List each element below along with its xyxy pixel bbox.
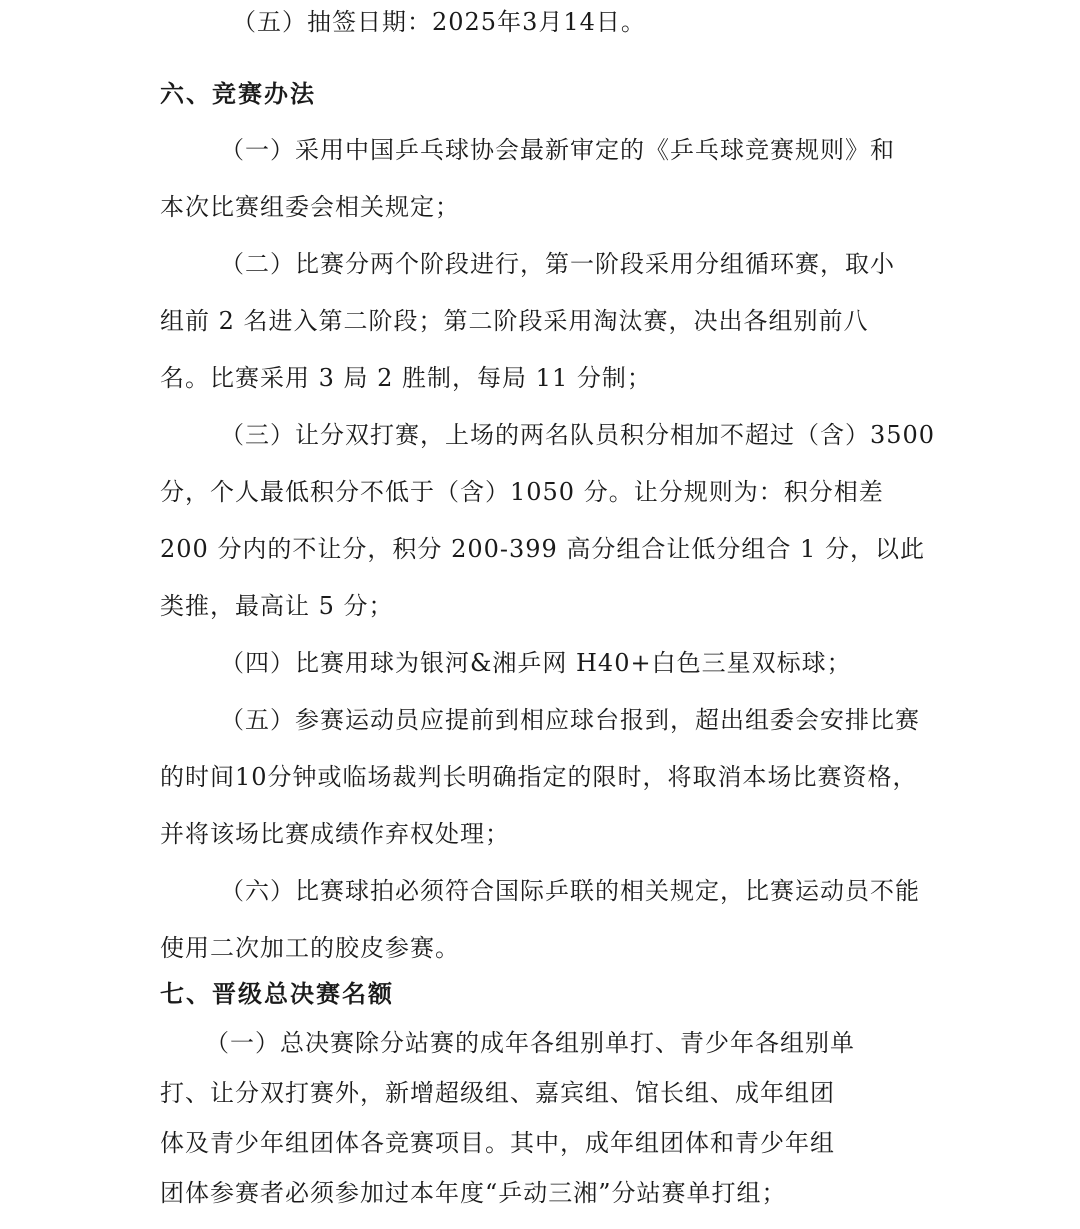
rule-2-line-1: （二）比赛分两个阶段进行，第一阶段采用分组循环赛，取小 xyxy=(220,250,895,278)
rule-3-line-3: 200 分内的不让分，积分 200-399 高分组合让低分组合 1 分，以此 xyxy=(160,535,925,563)
section-heading-finals-quota: 七、晋级总决赛名额 xyxy=(160,980,394,1008)
rule-5-line-2: 的时间10分钟或临场裁判长明确指定的限时，将取消本场比赛资格， xyxy=(160,763,918,791)
rule-6-line-1: （六）比赛球拍必须符合国际乒联的相关规定，比赛运动员不能 xyxy=(220,877,920,905)
rule-1-line-1: （一）采用中国乒乓球协会最新审定的《乒乓球竞赛规则》和 xyxy=(220,136,895,164)
quota-1-line-4: 团体参赛者必须参加过本年度“乒动三湘”分站赛单打组； xyxy=(160,1179,787,1207)
paragraph-draw-date: （五）抽签日期：2025年3月14日。 xyxy=(232,8,646,36)
quota-1-line-2: 打、让分双打赛外，新增超级组、嘉宾组、馆长组、成年组团 xyxy=(160,1079,835,1107)
rule-6-line-2: 使用二次加工的胶皮参赛。 xyxy=(160,934,460,962)
rule-4-line-1: （四）比赛用球为银河&湘乒网 H40+白色三星双标球； xyxy=(220,649,852,677)
rule-5-line-3: 并将该场比赛成绩作弃权处理； xyxy=(160,820,510,848)
quota-1-line-1: （一）总决赛除分站赛的成年各组别单打、青少年各组别单 xyxy=(205,1029,855,1057)
rule-2-line-3: 名。比赛采用 3 局 2 胜制，每局 11 分制； xyxy=(160,364,652,392)
rule-3-line-2: 分，个人最低积分不低于（含）1050 分。让分规则为：积分相差 xyxy=(160,478,884,506)
rule-2-line-2: 组前 2 名进入第二阶段；第二阶段采用淘汰赛，决出各组别前八 xyxy=(160,307,869,335)
quota-1-line-3: 体及青少年组团体各竞赛项目。其中，成年组团体和青少年组 xyxy=(160,1129,835,1157)
rule-5-line-1: （五）参赛运动员应提前到相应球台报到，超出组委会安排比赛 xyxy=(220,706,920,734)
rule-3-line-1: （三）让分双打赛，上场的两名队员积分相加不超过（含）3500 xyxy=(220,421,936,449)
section-heading-competition-rules: 六、竞赛办法 xyxy=(160,80,316,108)
rule-1-line-2: 本次比赛组委会相关规定； xyxy=(160,193,460,221)
rule-3-line-4: 类推，最高让 5 分； xyxy=(160,592,394,620)
